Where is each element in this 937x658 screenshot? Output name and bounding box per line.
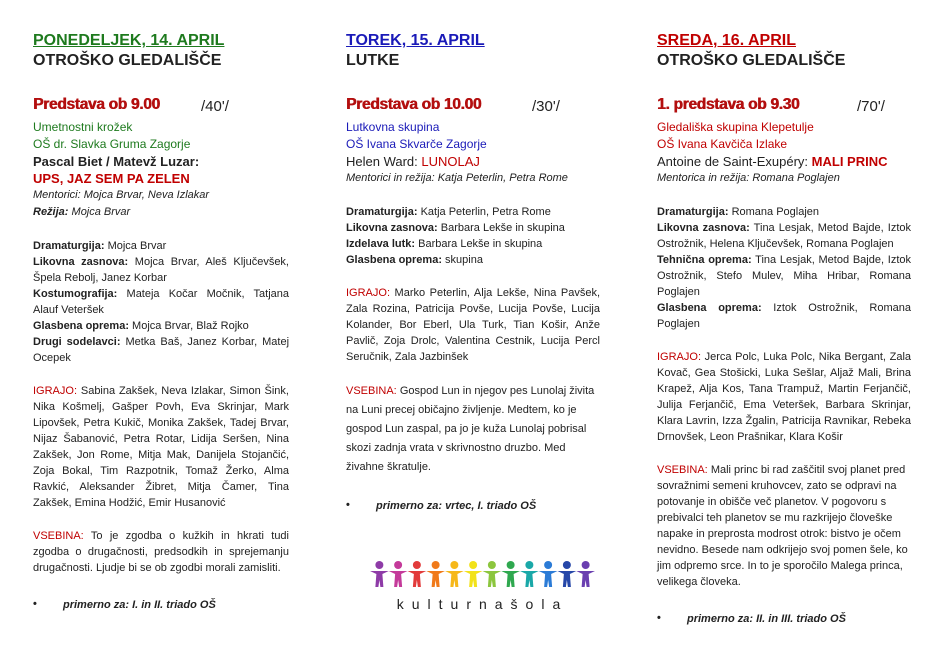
audience: • primerno za: II. in III. triado OŠ xyxy=(657,612,846,625)
credit-line: Dramaturgija: Romana Poglajen xyxy=(657,206,820,218)
cast: IGRAJO: Sabina Zakšek, Neva Izlakar, Simon Šink, Nika Košmelj, Gašper Povh, Eva Skrinjar, Mark Lipovšek, Petra Kukič, Monika Zakšek, Tadej Brvar, Nijaz Šabanović, Petra Rotar, Lidija Seršen, Nina Zakšek, Jon Rome, Mitja Mak, Danijela Stojančić, Zoja Bokal, Tim Razpotnik, Tomaž Žerko, Alma Ravkić, Aleksander Žibret, Mitja Čamer, Tina Zakšek, Emina Hodžić, Emir Husanović xyxy=(33,385,289,509)
performance-time: Predstava ob 9.00 xyxy=(33,96,160,113)
mentors: Mentorica in režija: Romana Poglajen xyxy=(657,172,840,184)
credit-line: Dramaturgija: Katja Peterlin, Petra Rome xyxy=(346,206,551,218)
person-figure xyxy=(389,561,408,587)
person-figure xyxy=(576,561,595,587)
performance-header xyxy=(657,97,911,119)
performance-header xyxy=(346,97,600,119)
person-figure xyxy=(370,561,389,587)
person-figure xyxy=(520,561,539,587)
day-heading: SREDA, 16. APRIL xyxy=(657,32,796,49)
play-title: MALI PRINC xyxy=(811,154,888,169)
credit-line: Drugi sodelavci: Metka Baš, Janez Korbar, Matej Ocepek xyxy=(33,336,290,364)
cast: IGRAJO: Jerca Polc, Luka Polc, Nika Bergant, Zala Kovač, Gea Stošicki, Luka Sešlar, Aljaž Mali, Brina Krapež, Alja Kos, Tana Trampuž, Martin Ferjančič, Julija Ferjančič, Ema Veteršek, Barbara Skrinjar, Klara Lavrin, Izza Žgalin, Patricija Ravnikar, Rebeka Drnovšek, Leon Prašnikar, Klara Košir xyxy=(657,351,911,443)
credit-line: Likovna zasnova: Barbara Lekše in skupina xyxy=(346,222,565,234)
event-type: OTROŠKO GLEDALIŠČE xyxy=(33,52,222,69)
credits xyxy=(346,204,600,268)
authors: Pascal Biet / Matevž Luzar: xyxy=(33,154,200,169)
audience: • primerno za: vrtec, I. triado OŠ xyxy=(346,499,537,512)
credit-line: Glasbena oprema: Iztok Ostrožnik, Romana Poglajen xyxy=(657,302,911,330)
logo-text: kulturnašola xyxy=(396,596,569,612)
play-title: LUNOLAJ xyxy=(421,154,480,169)
person-figure xyxy=(558,561,577,587)
cast: IGRAJO: Marko Peterlin, Alja Lekše, Nina Pavšek, Zala Rozina, Patricija Povše, Lucija Povše, Lucija Kolander, Bor Eberl, Ula Turk, Tian Košir, Anže Pavlič, Zoja Drolc, Valentina Cestnik, Lucija Percl Seručnik, Zala Jazbinšek xyxy=(346,287,600,363)
play-title: UPS, JAZ SEM PA ZELEN xyxy=(33,171,190,186)
play-line: Helen Ward: LUNOLAJ xyxy=(346,154,480,169)
school-name: OŠ Ivana Kavčiča Izlake xyxy=(657,137,788,151)
credits xyxy=(657,204,911,332)
mentors: Mentorici: Mojca Brvar, Neva Izlakar xyxy=(33,189,210,201)
credit-line: Tehnična oprema: Tina Lesjak, Metod Bajde, Iztok Ostrožnik, Stefo Mulev, Miha Hribar, Romana Poglajen xyxy=(657,254,911,298)
duration: /30'/ xyxy=(532,98,560,115)
person-figure xyxy=(539,561,558,587)
duration: /40'/ xyxy=(201,98,229,115)
person-figure xyxy=(483,561,502,587)
school-name: OŠ Ivana Skvarče Zagorje xyxy=(346,137,487,151)
performance-time: 1. predstava ob 9.30 xyxy=(657,96,800,113)
play-line: Antoine de Saint-Exupéry: MALI PRINC xyxy=(657,154,888,169)
content: VSEBINA: To je zgodba o kužkih in hkrati tudi zgodba o drugačnosti, predsodkih in sprejemanju drugačnosti. Ljudje bi se ob zgodbi morali zamisliti. xyxy=(33,530,289,574)
people-chain-icon xyxy=(370,560,595,588)
person-figure xyxy=(464,561,483,587)
credit-line: Likovna zasnova: Mojca Brvar, Aleš Ključevšek, Špela Rebolj, Janez Korbar xyxy=(33,256,289,284)
column-monday xyxy=(33,33,289,611)
content: VSEBINA: Gospod Lun in njegov pes Lunolaj živita na Luni precej običajno življenje. Medtem, ko je gospod Lun zaspal, pa jo je kuža Lunolaj pobrisal skozi zadnja vrata v skrivnostno druzbo. Med živahne škratulje. xyxy=(346,385,595,473)
person-figure xyxy=(408,561,427,587)
event-type: LUTKE xyxy=(346,52,400,69)
mentors: Mentorici in režija: Katja Peterlin, Petra Rome xyxy=(346,172,568,184)
person-figure xyxy=(445,561,464,587)
credit-line: Glasbena oprema: Mojca Brvar, Blaž Rojko xyxy=(33,320,249,332)
group-name: Umetnostni krožek xyxy=(33,120,133,134)
audience: • primerno za: I. in II. triado OŠ xyxy=(33,598,216,611)
director: Režija: Mojca Brvar xyxy=(33,206,131,218)
kulturna-sola-logo xyxy=(370,560,595,615)
bullet-icon: • xyxy=(657,612,661,624)
performance-header xyxy=(33,97,289,119)
school-name: OŠ dr. Slavka Gruma Zagorje xyxy=(33,137,191,151)
credit-line: Izdelava lutk: Barbara Lekše in skupina xyxy=(346,238,543,250)
person-figure xyxy=(501,561,520,587)
event-type: OTROŠKO GLEDALIŠČE xyxy=(657,52,846,69)
bullet-icon: • xyxy=(33,598,37,610)
credit-line: Dramaturgija: Mojca Brvar xyxy=(33,240,167,252)
performance-time: Predstava ob 10.00 xyxy=(346,96,482,113)
group-name: Gledališka skupina Klepetulje xyxy=(657,120,814,134)
person-figure xyxy=(426,561,445,587)
column-wednesday xyxy=(657,33,911,625)
day-heading: PONEDELJEK, 14. APRIL xyxy=(33,32,225,49)
credit-line: Kostumografija: Mateja Kočar Močnik, Tatjana Alauf Veteršek xyxy=(33,288,289,316)
bullet-icon: • xyxy=(346,499,350,511)
group-name: Lutkovna skupina xyxy=(346,120,440,134)
content: VSEBINA: Mali princ bi rad zaščitil svoj planet pred sovražnimi semeni kruhovcev, zato se odpravi na potovanje in obišče več planetov. V pogovoru s prebivalci teh planetov se mu razkrijejo človeške napake in preprosta modrost otrok: bistvo je očem nevidno. Besede nam odkrijejo svoj pomen šele, ko jim odpremo srce. In to je sporočilo Malega princa, velikega človeka. xyxy=(657,464,908,588)
column-tuesday xyxy=(346,33,600,512)
day-heading: TOREK, 15. APRIL xyxy=(346,32,485,49)
duration: /70'/ xyxy=(857,98,885,115)
credit-line: Glasbena oprema: skupina xyxy=(346,254,483,266)
credit-line: Likovna zasnova: Tina Lesjak, Metod Bajde, Iztok Ostrožnik, Helena Ključevšek, Romana Poglajen xyxy=(657,222,911,250)
credits xyxy=(33,238,289,366)
